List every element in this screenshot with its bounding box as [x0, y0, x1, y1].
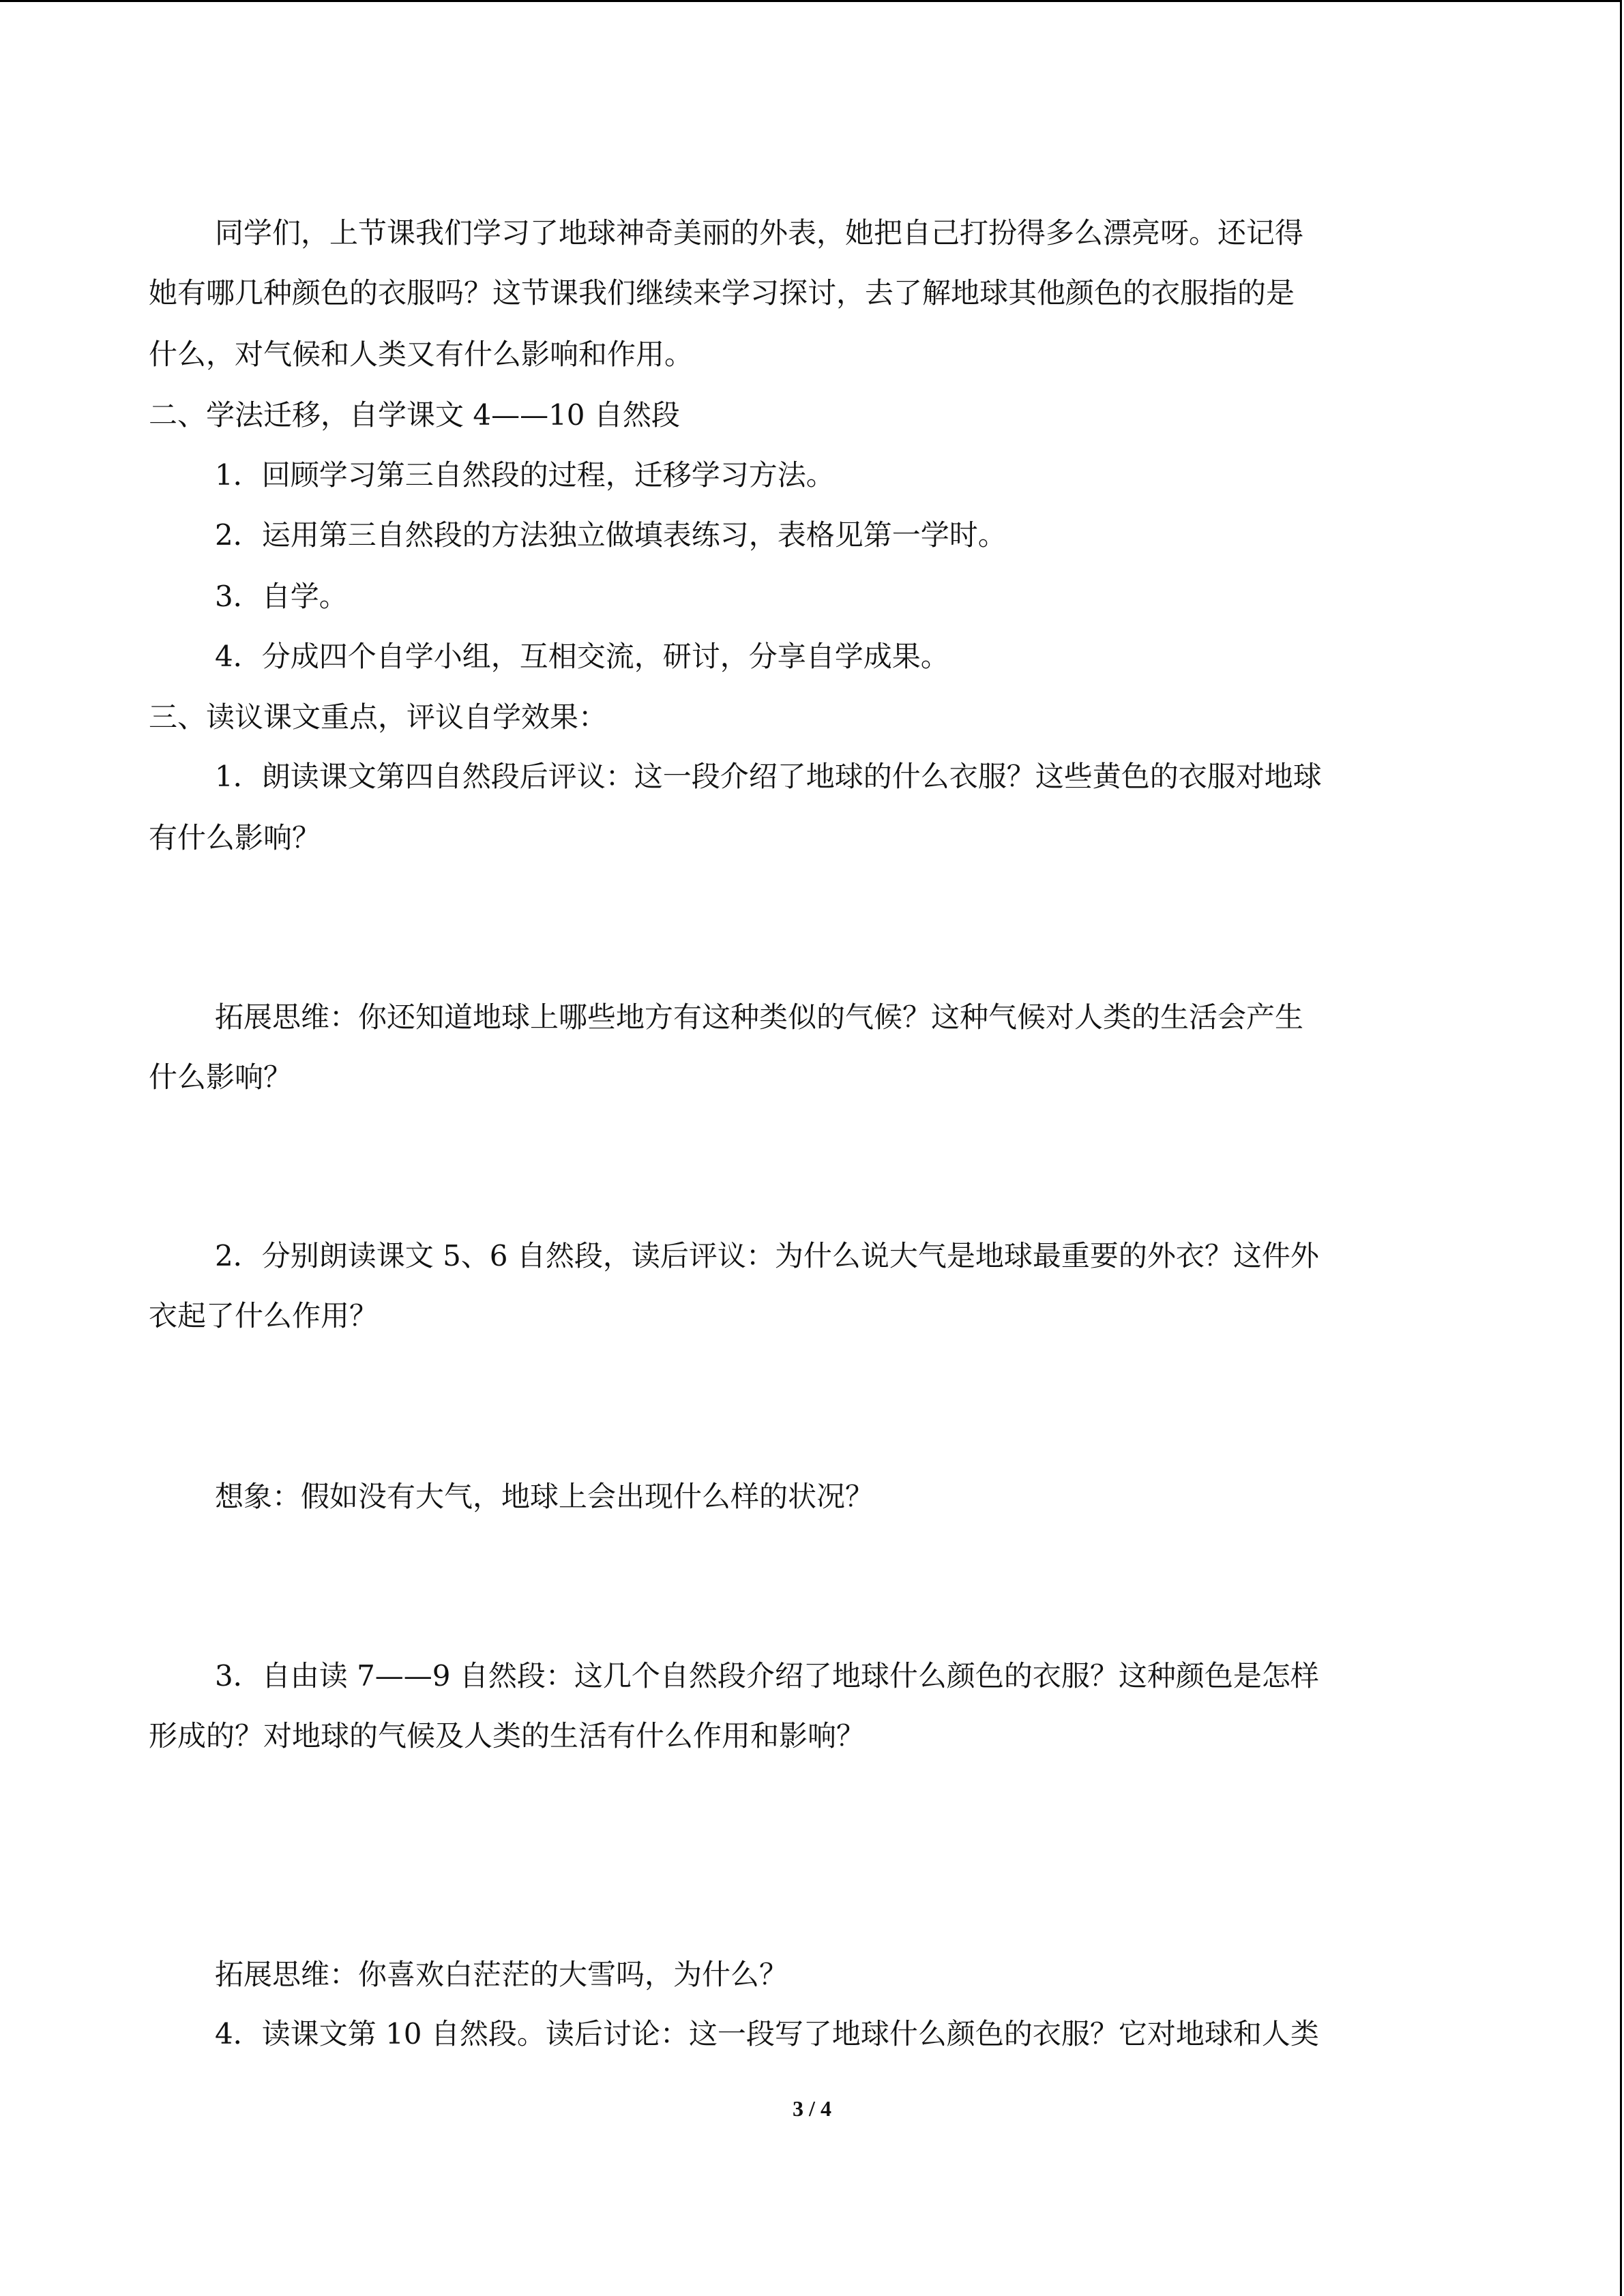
section-2-item-4: 4．分成四个自学小组，互相交流，研讨，分享自学成果。: [215, 640, 949, 673]
intro-line-1: 同学们，上节课我们学习了地球神奇美丽的外表，她把自己打扮得多么漂亮呀。还记得: [215, 216, 1304, 250]
question-1-extend-line-2: 什么影响？: [149, 1060, 293, 1094]
question-3-line-2: 形成的？对地球的气候及人类的生活有什么作用和影响？: [149, 1719, 866, 1753]
section-2-item-1: 1．回顾学习第三自然段的过程，迁移学习方法。: [215, 458, 835, 492]
section-2-item-3: 3．自学。: [215, 580, 348, 613]
question-1-line-1: 1．朗读课文第四自然段后评议：这一段介绍了地球的什么衣服？这些黄色的衣服对地球: [215, 760, 1322, 793]
question-1-extend-line-1: 拓展思维：你还知道地球上哪些地方有这种类似的气候？这种气候对人类的生活会产生: [215, 1000, 1304, 1034]
question-1-line-2: 有什么影响？: [149, 821, 321, 854]
intro-line-2: 她有哪几种颜色的衣服吗？这节课我们继续来学习探讨，去了解地球其他颜色的衣服指的是: [149, 276, 1295, 310]
question-3-extend: 拓展思维：你喜欢白茫茫的大雪吗，为什么？: [215, 1958, 788, 1991]
section-2-item-2: 2．运用第三自然段的方法独立做填表练习，表格见第一学时。: [215, 518, 1007, 552]
section-2-heading: 二、学法迁移，自学课文 4——10 自然段: [149, 398, 680, 432]
question-3-line-1: 3．自由读 7——9 自然段：这几个自然段介绍了地球什么颜色的衣服？这种颜色是怎样: [215, 1659, 1319, 1693]
section-3-heading: 三、读议课文重点，评议自学效果：: [149, 700, 608, 734]
page-number: 3 / 4: [793, 2096, 831, 2121]
question-2-line-1: 2．分别朗读课文 5、6 自然段，读后评议：为什么说大气是地球最重要的外衣？这件外: [215, 1239, 1319, 1272]
question-4-line-1: 4．读课文第 10 自然段。读后讨论：这一段写了地球什么颜色的衣服？它对地球和人类: [215, 2017, 1319, 2051]
question-2-line-2: 衣起了什么作用？: [149, 1299, 379, 1332]
intro-line-3: 什么，对气候和人类又有什么影响和作用。: [149, 338, 694, 371]
question-2-imagine: 想象：假如没有大气，地球上会出现什么样的状况？: [215, 1480, 874, 1513]
